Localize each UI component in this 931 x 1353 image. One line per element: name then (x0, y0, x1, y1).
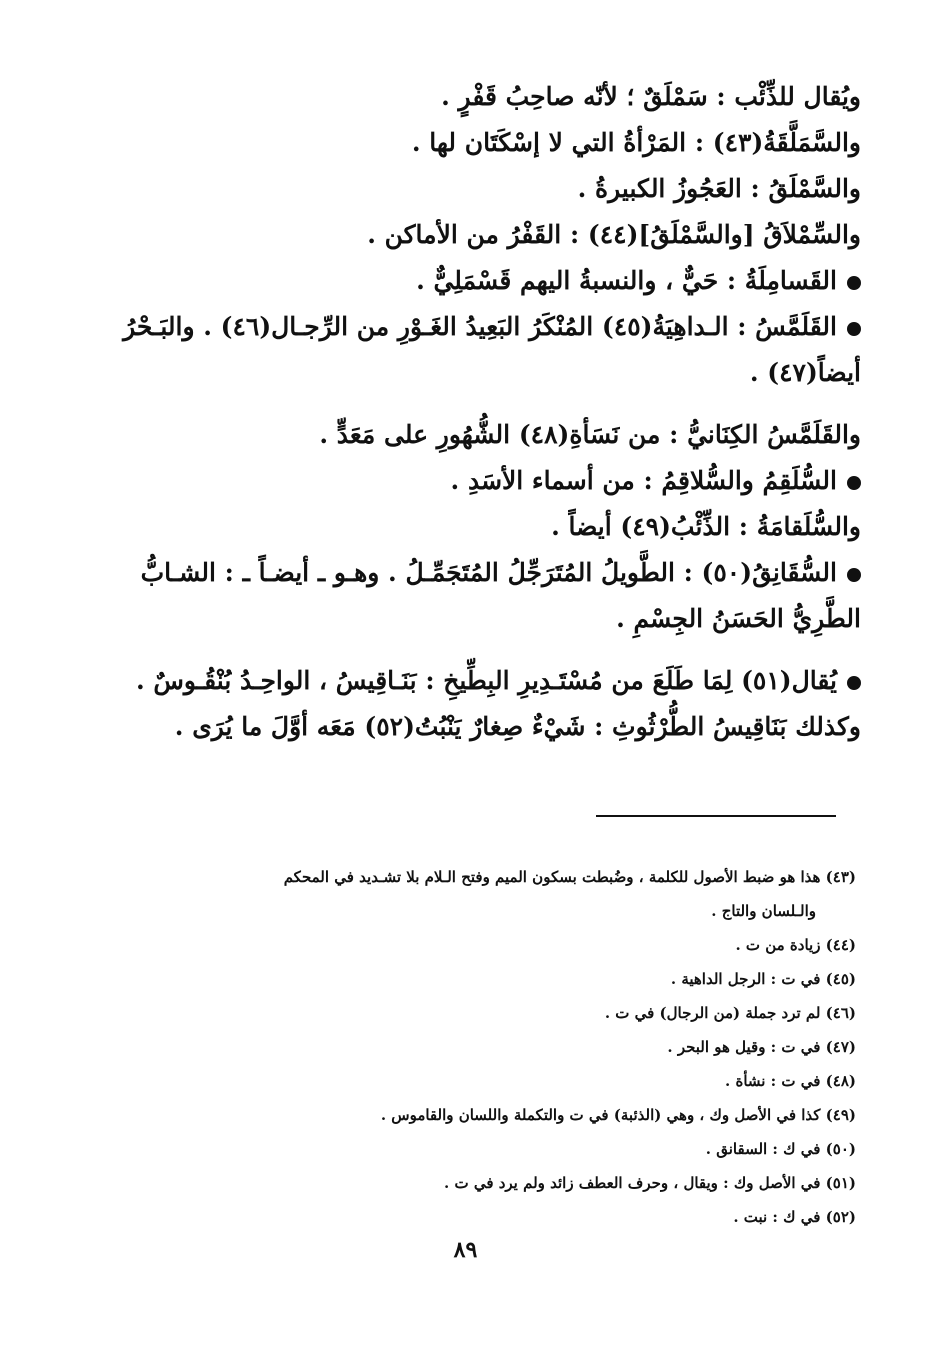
text-line: والقَلَمَّسُ الكِنَانيُّ : من نَسَأةِ(٤٨) الشُّهُورِ على مَعَدٍّ . (319, 420, 861, 449)
footnote: (٤٨) في ت : نشأة . (725, 1072, 856, 1090)
footnote: (٤٧) في ت : وقيل هو البحر . (667, 1038, 856, 1056)
text-line: أيضاً(٤٧) . (749, 358, 861, 387)
footnote: (٤٤) زيادة من ت . (735, 936, 856, 954)
bullet-icon (847, 568, 861, 582)
footnote: (٥١) في الأصل وك : ويقال ، وحرف العطف زائد ولم يرد في ت . (444, 1174, 856, 1192)
footnote: (٥٠) في ك : السقانق . (705, 1140, 856, 1158)
bullet-icon (847, 322, 861, 336)
text-line: وكذلك بَنَاقِيسُ الطُّرْثُوثِ : شَيْءٌ صِغارٌ يَنْبُتُ(٥٢) مَعَه أوَّلَ ما يُرَى . (174, 712, 861, 741)
footnote: (٥٢) في ك : نبت . (733, 1208, 856, 1226)
footnote: (٤٣) هذا هو ضبط الأصول للكلمة ، وضُبطت بسكون الميم وفتح الـلام بلا تشـديد في المحكم (283, 868, 856, 886)
footnote: (٤٩) كذا في الأصل وك ، وهي (الذئبة) في ت والتكملة واللسان والقاموس . (380, 1106, 856, 1124)
footnote-separator (596, 815, 836, 817)
footnote: (٤٦) لم ترد جملة (من الرجال) في ت . (604, 1004, 856, 1022)
text-line: السُّلَقِمُ والسُّلاقِمُ : من أسماء الأسَدِ . (450, 466, 837, 495)
page-number: ٨٩ (453, 1237, 478, 1263)
entry-line (66, 658, 861, 704)
text-line: والسِّمْلاَقُ [والسَّمْلَقُ](٤٤) : القَفْرُ من الأماكن . (367, 220, 861, 249)
text-line: القَلَمَّسُ : الـداهِيَةُ(٤٥) المُنْكَرُ البَعِيدُ الغَـوْرِ من الرِّجـال(٤٦) . والبَـحْرُ (123, 312, 837, 341)
text-line: ويُقال للذِّئْب : سَمْلَقٌ ؛ لأنّه صاحِبُ قَفْرٍ . (441, 82, 861, 111)
bullet-icon (847, 676, 861, 690)
text-line: القَسامِلَةُ : حَيٌّ ، والنسبةُ اليهم قَسْمَلِيٌّ . (416, 266, 837, 295)
bullet-icon (847, 476, 861, 490)
text-line: السُّقَانِقُ(٥٠) : الطَّويلُ المُتَرَجِّلُ المُتَجَمِّـلُ . وهـو ـ أيضـاً ـ : الشـابُّ (140, 558, 837, 587)
bullet-icon (847, 276, 861, 290)
entry-line (66, 258, 861, 304)
footnote-continuation: والـلسان والتاج . (711, 902, 816, 920)
entry-line (66, 550, 861, 596)
footnotes-block (76, 860, 856, 1234)
text-line: والسَّمَلَّقَةُ(٤٣) : المَرْأةُ التي لا إسْكَتَان لها . (411, 128, 861, 157)
entry-line (66, 304, 861, 350)
text-line: والسَّمْلَقُ : العَجُوزُ الكبيرةُ . (577, 174, 861, 203)
footnote: (٤٥) في ت : الرجل الداهية . (670, 970, 856, 988)
main-text-block (66, 74, 861, 750)
text-line: والسُّلَقامَةُ : الذِّئْبُ(٤٩) أيضاً . (551, 512, 861, 541)
text-line: يُقال(٥١) لِمَا طَلَعَ من مُسْتَـدِيرِ البِطِّيخِ : بَنَـاقِيسُ ، الواحِـدُ بُنْقُـوسٌ . (135, 666, 837, 695)
text-line: الطَّرِيُّ الحَسَنُ الجِسْمِ . (616, 604, 861, 633)
entry-line (66, 458, 861, 504)
